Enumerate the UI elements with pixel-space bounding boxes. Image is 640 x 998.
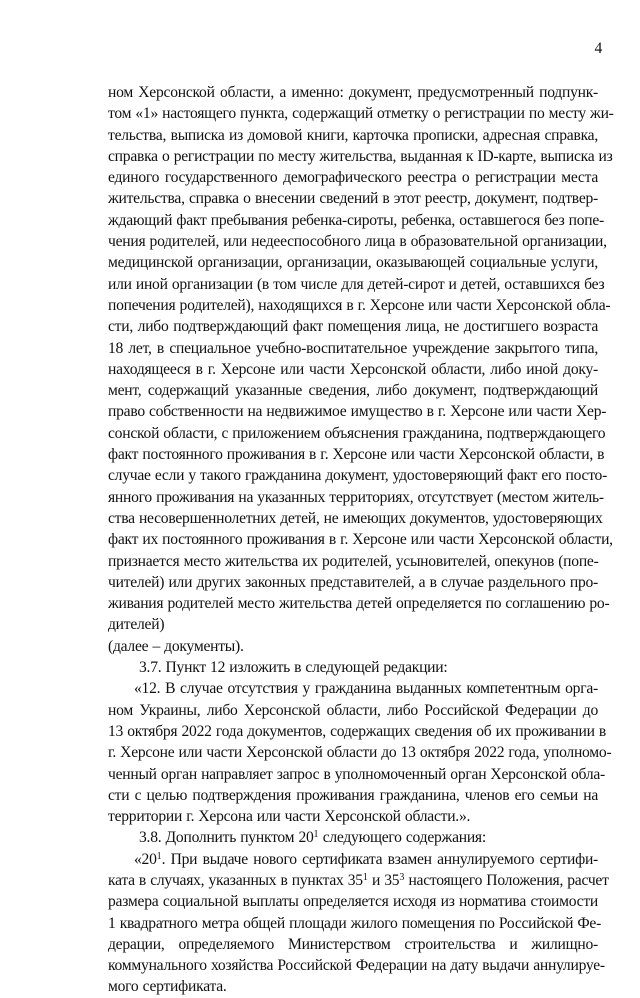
document-body: [108, 82, 614, 998]
text-line: ждающий факт пребывания ребенка-сироты, ребенка, оставшегося без попе-: [108, 211, 604, 229]
text-line: 3.7. Пункт 12 изложить в следующей редакции:: [139, 659, 448, 677]
text-run: «20: [134, 850, 157, 868]
text-line: тельства, выписка из домовой книги, карточка прописки, адресная справка,: [108, 126, 598, 144]
paragraph-documents-definition: [108, 82, 614, 657]
paragraph-point-20-1: [108, 849, 609, 998]
text-run: . При выдаче нового сертификата взамен аннулируемого сертифи-: [161, 850, 598, 868]
text-line: 1 квадратного метра общей площади жилого помещения по Российской Фе-: [108, 914, 602, 932]
text-line: мого сертификата.: [108, 978, 227, 996]
text-line: [108, 849, 598, 870]
text-line: 18 лет, в специальное учебно-воспитательное учреждение закрытого типа,: [108, 339, 598, 357]
paragraph-item-3-8: [108, 827, 598, 848]
text-line: дерации, определяемого Министерством строительства и жилищно-: [108, 935, 598, 953]
text-line: сонской области, с приложением объяснения гражданина, подтверждающего: [108, 424, 606, 442]
text-run: 3.8. Дополнить пунктом 20: [139, 829, 314, 847]
text-line: живания родителей место жительства детей определяется по соглашению ро-: [108, 595, 610, 613]
text-line: справка о регистрации по месту жительства, выданная к ID-карте, выписка из: [108, 147, 613, 165]
text-line: том «1» настоящего пункта, содержащий отметку о регистрации по месту жи-: [108, 105, 614, 123]
paragraph-point-12: [108, 678, 612, 827]
text-line: признается место жительства их родителей, усыновителей, опекунов (попе-: [108, 552, 599, 570]
text-line: ченный орган направляет запрос в уполномоченный орган Херсонской обла-: [108, 765, 605, 783]
text-line: дителей): [108, 616, 165, 634]
text-line: ном Украины, либо Херсонской области, либо Российской Федерации до: [108, 701, 598, 719]
text-line: находящееся в г. Херсоне или части Херсонской области, либо иной доку-: [108, 360, 598, 378]
text-line: чения родителей, или недееспособного лица в образовательной организации,: [108, 233, 607, 251]
text-line: единого государственного демографического реестра о регистрации места: [108, 169, 598, 187]
text-line: сти с целью подтверждения проживания гражданина, членов его семьи на: [108, 786, 598, 804]
text-line: случае если у такого гражданина документ, удостоверяющий факт его посто-: [108, 467, 608, 485]
text-line: г. Херсоне или части Херсонской области до 13 октября 2022 года, уполномо-: [108, 744, 612, 762]
text-line: попечения родителей), находящихся в г. Херсоне или части Херсонской обла-: [108, 296, 611, 314]
text-line: размера социальной выплаты определяется исходя из норматива стоимости: [108, 893, 598, 911]
text-line: жительства, справка о внесении сведений в этот реестр, документ, подтвер-: [108, 190, 598, 208]
text-run: следующего содержания:: [318, 829, 486, 847]
page-number: 4: [594, 40, 602, 57]
text-line: сти, либо подтверждающий факт помещения лица, не достигшего возраста: [108, 318, 598, 336]
text-line: [108, 870, 609, 891]
paragraph-item-3-7: [108, 657, 598, 678]
text-line: факт их постоянного проживания в г. Херсоне или части Херсонской области,: [108, 531, 613, 549]
text-run: и 35: [367, 871, 400, 889]
text-line: ном Херсонской области, а именно: документ, предусмотренный подпунк-: [108, 84, 598, 101]
superscript: 1: [156, 850, 162, 862]
text-line: «12. В случае отсутствия у гражданина выданных компетентным орга-: [134, 680, 598, 698]
text-line: [108, 827, 598, 848]
text-line: мент, содержащий указанные сведения, либо документ, подтверждающий: [108, 382, 598, 400]
text-line: ства несовершеннолетних детей, не имеющих документов, удостоверяющих: [108, 509, 603, 527]
text-line: или иной организации (в том числе для детей-сирот и детей, оставшихся без: [108, 275, 605, 293]
text-line: факт постоянного проживания в г. Херсоне или части Херсонской области, в: [108, 446, 605, 464]
text-run: настоящего Положения, расчет: [404, 871, 609, 889]
superscript: 3: [399, 871, 405, 883]
text-run: ката в случаях, указанных в пунктах 35: [108, 871, 363, 889]
superscript: 1: [313, 829, 319, 841]
text-line: коммунального хозяйства Российской Федерации на дату выдачи аннулируе-: [108, 957, 605, 975]
text-line: медицинской организации, организации, оказывающей социальные услуги,: [108, 254, 598, 272]
text-line: право собственности на недвижимое имущество в г. Херсоне или части Хер-: [108, 403, 607, 421]
text-line: чителей) или других законных представителей, а в случае раздельного про-: [108, 573, 598, 591]
superscript: 1: [362, 871, 368, 883]
text-line: 13 октября 2022 года документов, содержащих сведения об их проживании в: [108, 722, 606, 740]
text-line: (далее – документы).: [108, 637, 244, 655]
text-line: территории г. Херсона или части Херсонской области.».: [108, 808, 471, 826]
text-line: янного проживания на указанных территориях, отсутствует (местом житель-: [108, 488, 604, 506]
